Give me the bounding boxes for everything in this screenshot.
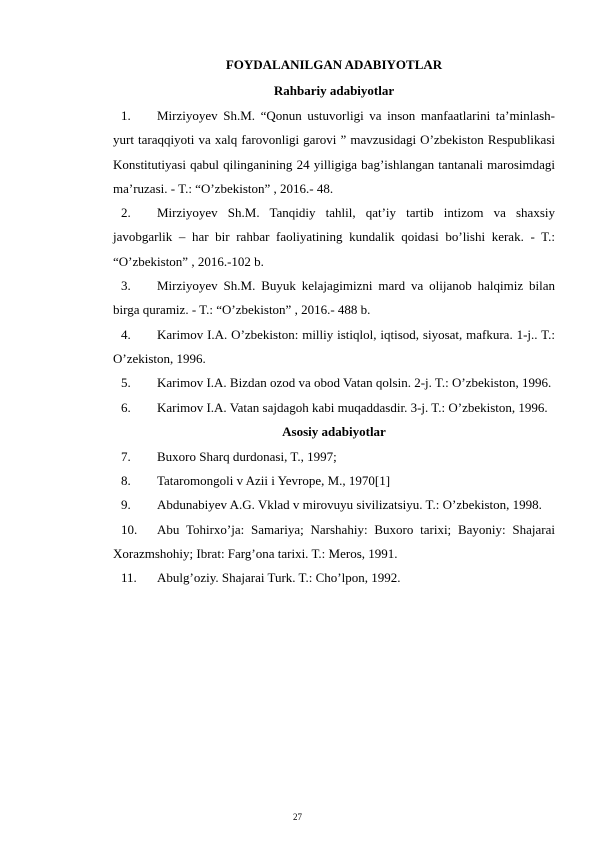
reference-number: 10. — [121, 521, 138, 537]
reference-item — [113, 445, 555, 469]
reference-number: 4. — [121, 326, 131, 342]
reference-text: Abu Tohirxo’ja: Samariya; Narshahiy: Buxoro tarixi; Bayoniy: Shajarai Xorazmshohiy; Ibrat: Farg’ona tarixi. T.: Meros, 1991. — [113, 521, 555, 562]
reference-number: 2. — [121, 205, 131, 221]
reference-text: Mirziyoyev Sh.M. Tanqidiy tahlil, qat’iy tartib intizom va shaxsiy javobgarlik – har bir rahbar faoliyatining kundalik qoidasi bo’lishi kerak. - T.: “O’zbekiston” , 2016.-102 b. — [113, 205, 555, 269]
reference-item — [113, 104, 555, 201]
reference-number: 11. — [121, 570, 137, 586]
reference-item — [113, 371, 555, 395]
section-title-leadership: Rahbariy adabiyotlar — [273, 83, 395, 98]
reference-text: Karimov I.A. Vatan sajdagoh kabi muqaddasdir. 3-j. T.: O’zbekiston, 1996. — [157, 399, 548, 415]
reference-number: 7. — [121, 448, 131, 464]
reference-number: 1. — [121, 108, 131, 123]
section-title-main: Asosiy adabiyotlar — [282, 423, 386, 439]
reference-item — [113, 493, 555, 517]
reference-item — [113, 518, 555, 567]
reference-item — [113, 323, 555, 372]
reference-item — [113, 396, 555, 420]
reference-number: 5. — [121, 375, 131, 391]
reference-text: Abulg’oziy. Shajarai Turk. T.: Cho’lpon, 1992. — [157, 570, 401, 586]
reference-number: 9. — [121, 497, 131, 513]
reference-item — [113, 274, 555, 323]
reference-item — [113, 566, 555, 590]
reference-number: 6. — [121, 399, 131, 415]
document-page — [113, 56, 555, 591]
reference-text: Abdunabiyev A.G. Vklad v mirovuyu sivilizatsiyu. T.: O’zbekiston, 1998. — [157, 497, 542, 513]
reference-text: Buxoro Sharq durdonasi, T., 1997; — [157, 448, 337, 464]
reference-text: Mirziyoyev Sh.M. “Qonun ustuvorligi va inson manfaatlarini ta’minlash-yurt taraqqiyoti va xalq farovonligi garovi ” mavzusidagi O’zbekiston Respublikasi Konstitutiyasi qabul qilinganining 24 yilligiga bag’ishlangan tantanali marosimdagi ma’ruzasi. - T.: “O’zbekiston” , 2016.- 48. — [113, 108, 555, 196]
reference-number: 3. — [121, 278, 131, 294]
page-number: 27 — [293, 812, 302, 822]
reference-text: Tataromongoli v Azii i Yevrope, M., 1970[1] — [157, 473, 391, 489]
reference-item — [113, 201, 555, 274]
reference-item — [113, 469, 555, 493]
reference-number: 8. — [121, 473, 131, 489]
reference-text: Karimov I.A. Bizdan ozod va obod Vatan qolsin. 2-j. T.: O’zbekiston, 1996. — [157, 375, 552, 391]
reference-text: Karimov I.A. O’zbekiston: milliy istiqlol, iqtisod, siyosat, mafkura. 1-j.. T.: O’zekiston, 1996. — [113, 326, 555, 366]
reference-text: Mirziyoyev Sh.M. Buyuk kelajagimizni mard va olijanob halqimiz bilan birga quramiz. - T.: “O’zbekiston” , 2016.- 488 b. — [113, 278, 555, 318]
page-title: FOYDALANILGAN ADABIYOTLAR — [225, 57, 443, 72]
